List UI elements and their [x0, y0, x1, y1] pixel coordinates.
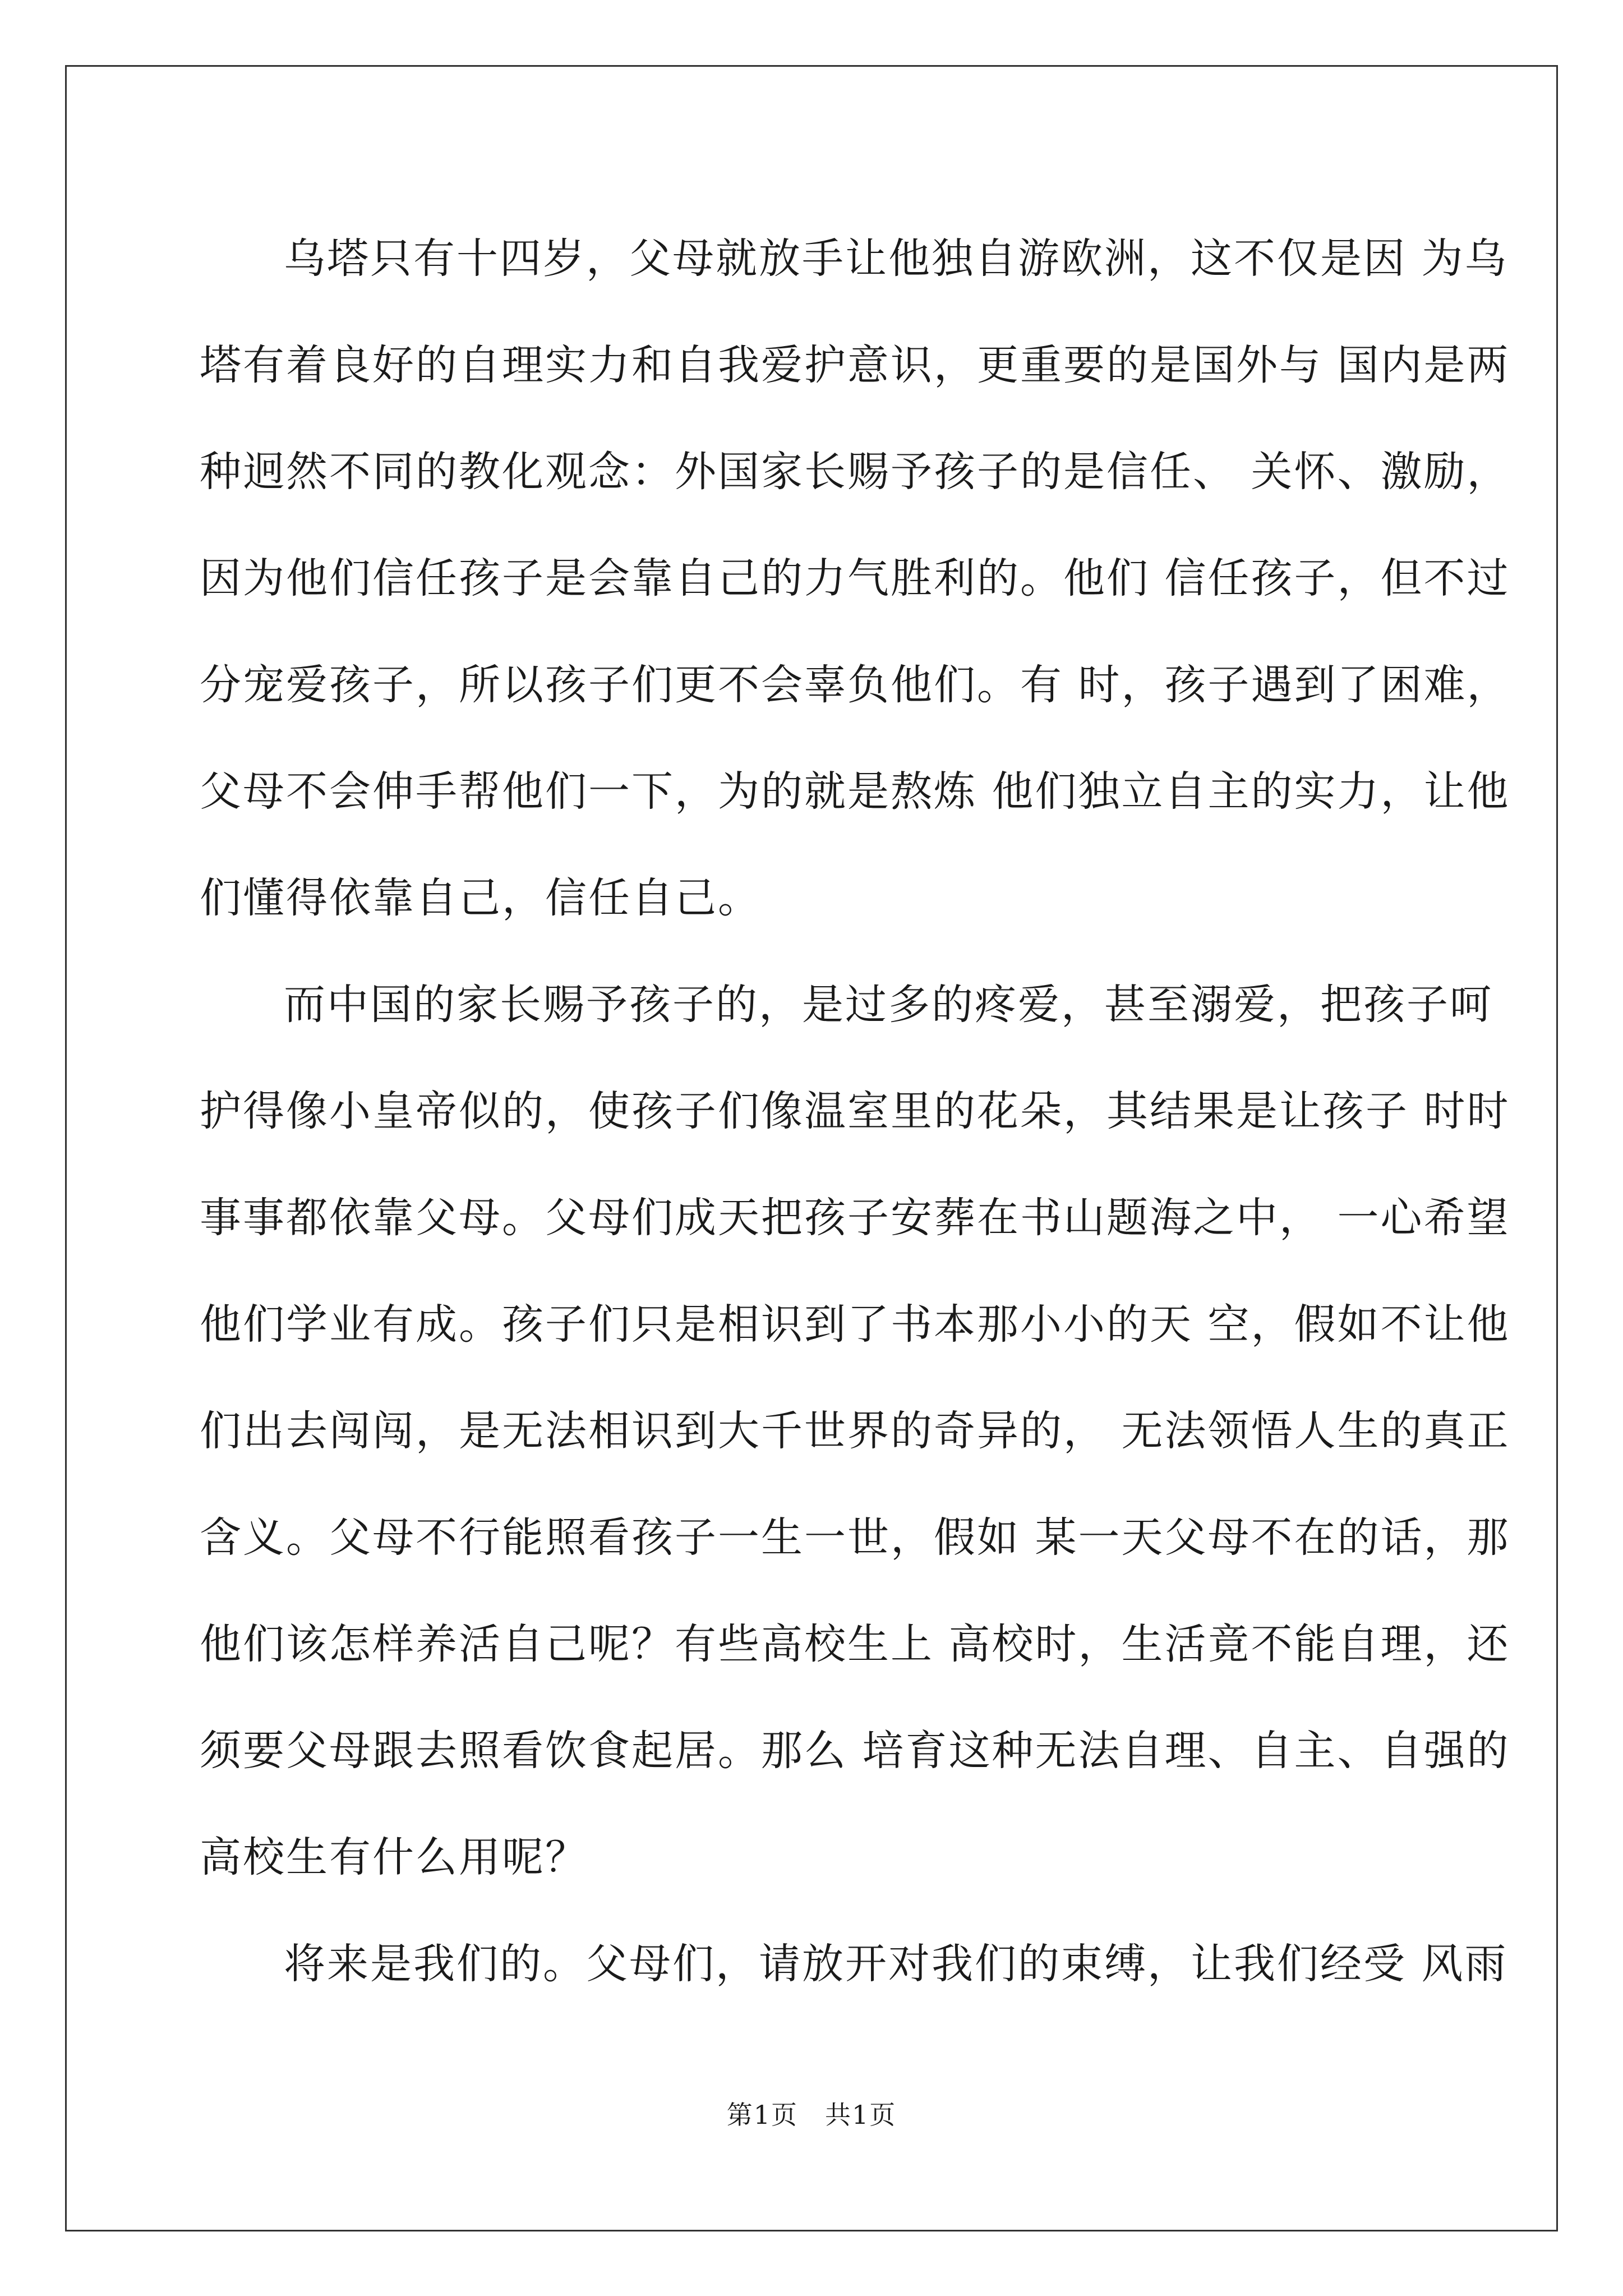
text-line: 他们学业有成。孩子们只是相识到了书本那小小的天 空，假如不让他	[200, 1300, 1510, 1349]
text-line: 事事都依靠父母。父母们成天把孩子安葬在书山题海之中， 一心希望	[200, 1194, 1510, 1242]
paragraph-1	[200, 205, 1510, 951]
text-line: 们懂得依靠自己，信任自己。	[200, 874, 761, 922]
text-line: 他们该怎样养活自己呢？有些高校生上 高校时，生活竟不能自理，还	[200, 1620, 1510, 1668]
text-line: 将来是我们的。父母们，请放开对我们的束缚，让我们经受 风雨	[284, 1940, 1508, 1988]
page-number: 第1页 共1页	[726, 2100, 897, 2130]
text-line: 塔有着良好的自理实力和自我爱护意识，更重要的是国外与 国内是两	[200, 341, 1510, 389]
text-line: 父母不会伸手帮他们一下，为的就是熬炼 他们独立自主的实力，让他	[200, 767, 1510, 816]
paragraph-2	[200, 951, 1510, 1911]
text-line: 须要父母跟去照看饮食起居。那么 培育这种无法自理、自主、自强的	[200, 1727, 1510, 1775]
paragraph-3	[200, 1911, 1508, 2017]
text-line: 含义。父母不行能照看孩子一生一世，假如 某一天父母不在的话，那	[200, 1513, 1510, 1562]
document-body	[200, 205, 1510, 2017]
text-line: 高校生有什么用呢？	[200, 1833, 588, 1881]
text-line: 而中国的家长赐予孩子的，是过多的疼爱，甚至溺爱，把孩子呵	[284, 981, 1493, 1029]
text-line: 分宠爱孩子，所以孩子们更不会辜负他们。有 时，孩子遇到了困难，	[200, 661, 1510, 709]
text-line: 种迥然不同的教化观念：外国家长赐予孩子的是信任、 关怀、激励，	[200, 448, 1510, 496]
text-line: 护得像小皇帝似的，使孩子们像温室里的花朵，其结果是让孩子 时时	[200, 1087, 1510, 1135]
text-line: 们出去闯闯，是无法相识到大千世界的奇异的， 无法领悟人生的真正	[200, 1407, 1510, 1455]
text-line: 乌塔只有十四岁，父母就放手让他独自游欧洲，这不仅是因 为乌	[284, 234, 1508, 283]
text-line: 因为他们信任孩子是会靠自己的力气胜利的。他们 信任孩子，但不过	[200, 554, 1510, 602]
